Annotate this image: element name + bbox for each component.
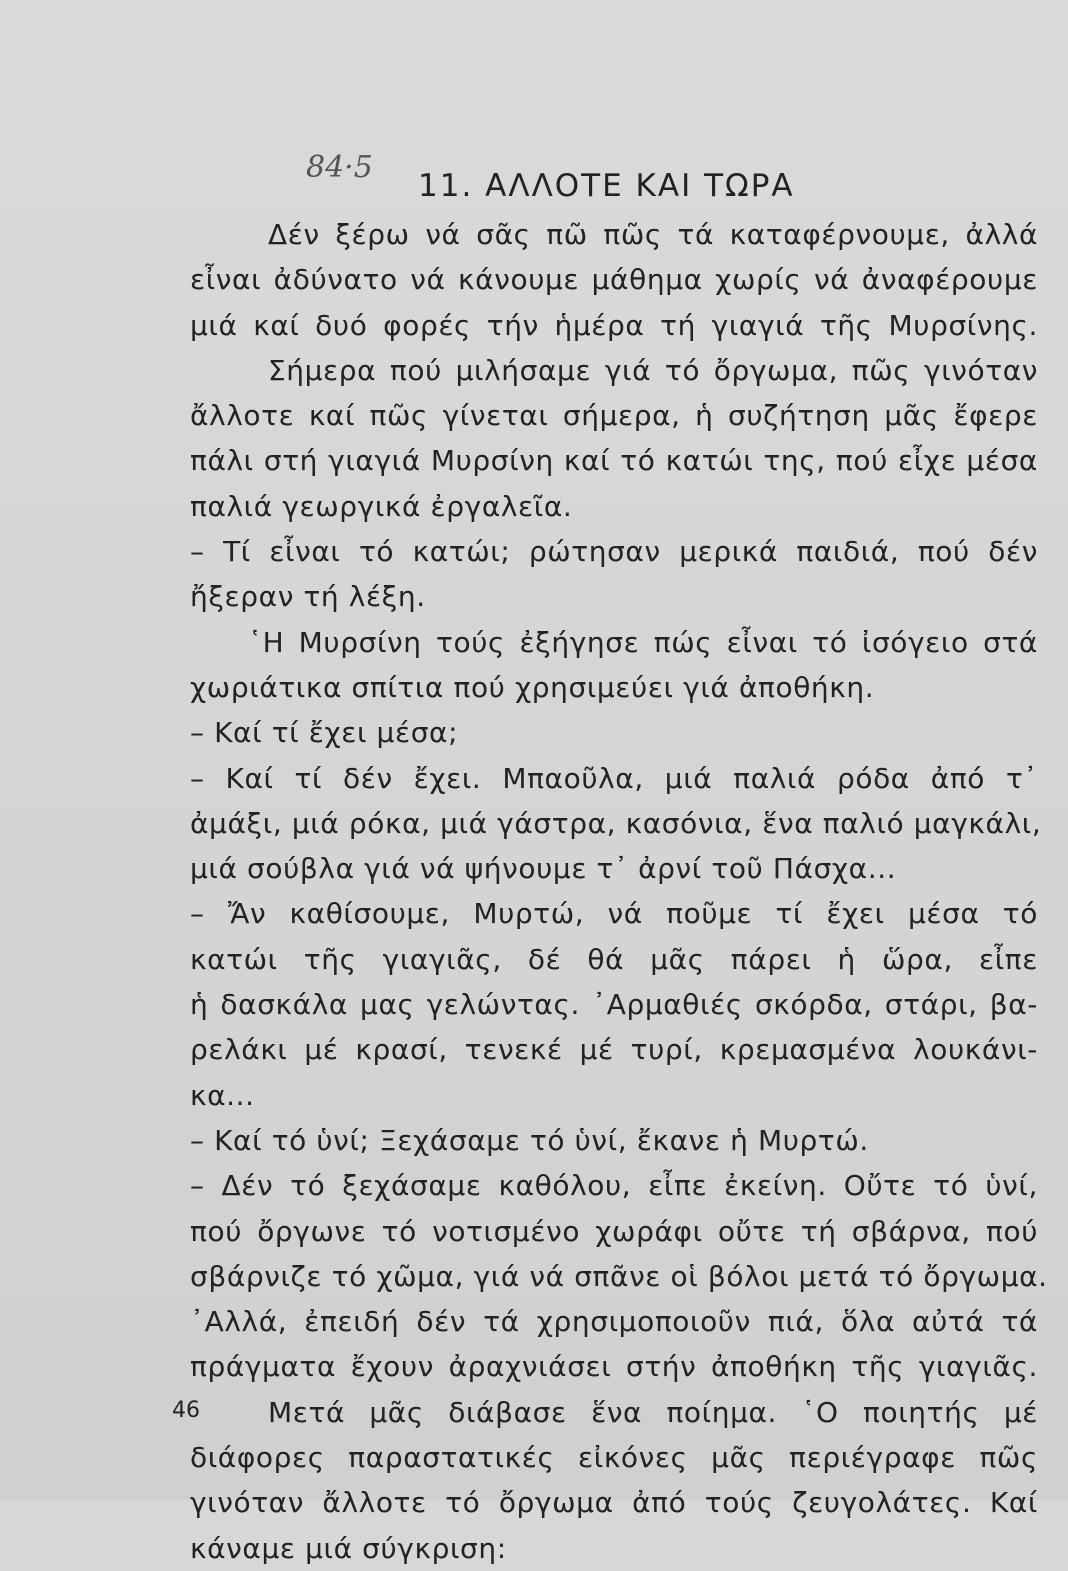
text-line: πράγματα ἔχουν ἀραχνιάσει στήν ἀποθήκη τῆς γιαγιᾶς.	[190, 1350, 1038, 1384]
text-line: ἄλλοτε καί πῶς γίνεται σήμερα, ἡ συζήτηση μᾶς ἔφερε	[190, 399, 1038, 433]
text-line: σβάρνιζε τό χῶμα, γιά νά σπᾶνε οἱ βόλοι μετά τό ὄργωμα.	[190, 1259, 1048, 1293]
text-line: Δέν ξέρω νά σᾶς πῶ πῶς τά καταφέρνουμε, ἀλλά	[268, 218, 1038, 251]
text-line: γινόταν ἄλλοτε τό ὄργωμα ἀπό τούς ζευγολάτες. Καί	[190, 1486, 1038, 1520]
text-line: Μετά μᾶς διάβασε ἕνα ποίημα. ῾Ο ποιητής μέ	[268, 1395, 1038, 1429]
page-number: 46	[172, 1398, 200, 1423]
text-line: ἤξεραν τή λέξη.	[190, 580, 426, 614]
text-line: κάναμε μιά σύγκριση:	[190, 1531, 507, 1565]
text-line: πάλι στή γιαγιά Μυρσίνη καί τό κατώι της, πού εἶχε μέσα	[190, 444, 1038, 478]
body-text	[190, 212, 1048, 1571]
text-line: κα...	[190, 1078, 255, 1112]
text-line: – Δέν τό ξεχάσαμε καθόλου, εἶπε ἐκείνη. Οὔτε τό ὑνί,	[190, 1169, 1038, 1203]
text-line: – Ἄν καθίσουμε, Μυρτώ, νά ποῦμε τί ἔχει μέσα τό	[190, 897, 1038, 931]
text-line: χωριάτικα σπίτια πού χρησιμεύει γιά ἀποθήκη.	[190, 670, 875, 704]
text-line: διάφορες παραστατικές εἰκόνες μᾶς περιέγραφε πῶς	[190, 1441, 1038, 1475]
text-line: – Καί τί ἔχει μέσα;	[190, 716, 459, 750]
text-line: ᾽Αλλά, ἐπειδή δέν τά χρησιμοποιοῦν πιά, ὅλα αὐτά τά	[190, 1305, 1038, 1339]
text-line: μιά σούβλα γιά νά ψήνουμε τ᾽ ἀρνί τοῦ Πάσχα...	[190, 852, 897, 886]
text-line: – Καί τό ὑνί; Ξεχάσαμε τό ὑνί, ἔκανε ἡ Μυρτώ.	[190, 1123, 869, 1157]
chapter-title: 11. ΑΛΛΟΤΕ ΚΑΙ ΤΩΡΑ	[418, 168, 795, 204]
text-line: παλιά γεωργικά ἐργαλεῖα.	[190, 489, 573, 523]
text-line: εἶναι ἀδύνατο νά κάνουμε μάθημα χωρίς νά ἀναφέρουμε	[190, 263, 1038, 297]
text-line: – Καί τί δέν ἔχει. Μπαοῦλα, μιά παλιά ρόδα ἀπό τ᾽	[190, 761, 1038, 795]
text-line: μιά καί δυό φορές τήν ἡμέρα τή γιαγιά τῆς Μυρσίνης.	[190, 308, 1038, 342]
text-line: ἡ δασκάλα μας γελώντας. ᾽Αρμαθιές σκόρδα, στάρι, βα-	[190, 988, 1038, 1022]
text-line: κατώι τῆς γιαγιᾶς, δέ θά μᾶς πάρει ἡ ὥρα, εἶπε	[190, 942, 1038, 976]
text-line: ρελάκι μέ κρασί, τενεκέ μέ τυρί, κρεμασμένα λουκάνι-	[190, 1033, 1038, 1067]
text-line: Σήμερα πού μιλήσαμε γιά τό ὄργωμα, πῶς γινόταν	[268, 353, 1038, 387]
text-line: πού ὄργωνε τό νοτισμένο χωράφι οὔτε τή σβάρνα, πού	[190, 1214, 1038, 1248]
text-line: ἀμάξι, μιά ρόκα, μιά γάστρα, κασόνια, ἕνα παλιό μαγκάλι,	[190, 806, 1042, 840]
text-line: ῾Η Μυρσίνη τούς ἐξήγησε πώς εἶναι τό ἰσόγειο στά	[248, 625, 1038, 659]
handwritten-note: 84·5	[306, 150, 373, 185]
text-line: – Τί εἶναι τό κατώι; ρώτησαν μερικά παιδιά, πού δέν	[190, 535, 1038, 569]
